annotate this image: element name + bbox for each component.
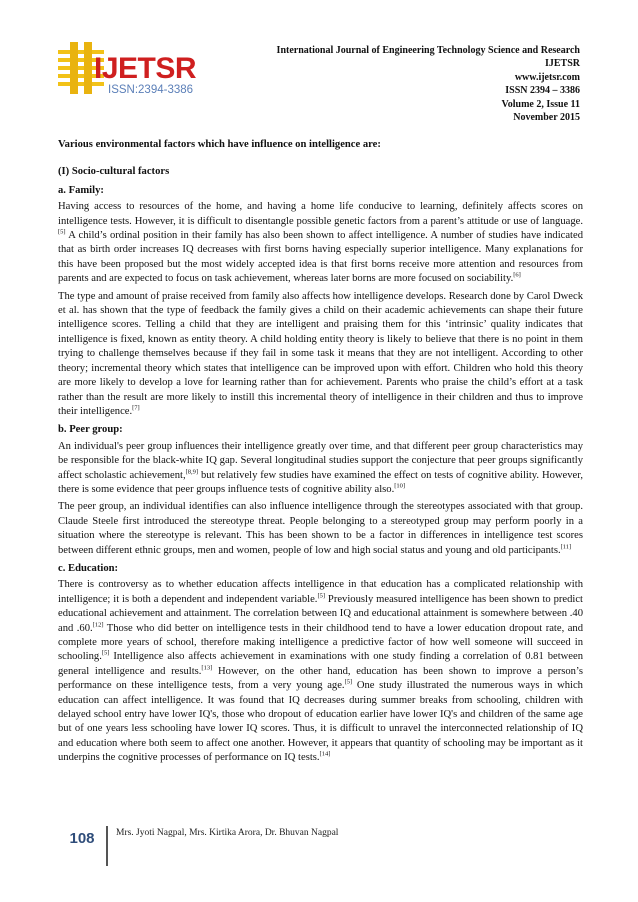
subsection-heading: b. Peer group: [58,424,123,436]
citation-ref[interactable]: [8,9] [185,468,199,475]
logo-graphic [56,40,231,98]
citation-ref[interactable]: [5] [344,678,353,686]
citation-ref[interactable]: [5] [101,649,110,657]
paragraph-text: However, on the other hand, education has been shown to improve a person’s performance on these intelligence tests, from a very young age. [58,665,584,692]
intro-heading: Various environmental factors which have influence on intelligence are: [58,139,381,150]
subsection-heading: a. Family: [58,184,104,196]
citation-ref[interactable]: [5] [317,592,326,600]
journal-logo [56,40,231,98]
page-number: 108 [69,830,95,847]
footer-authors: Mrs. Jyoti Nagpal, Mrs. Kirtika Arora, Dr. Bhuvan Nagpal [116,828,339,838]
paragraph-text: An individual's peer group influences their intelligence greatly over time, and that different peer group characteristics may be responsible for the black-white IQ gap. Several longitudinal studies support the conjecture that peer groups significantly affect scholastic achievement, [58,440,583,481]
journal-issn: ISSN 2394 – 3386 [505,85,580,97]
paragraph-text: Previously measured intelligence has been shown to predict educational achievement and attainment. The correlation between IQ and educational attainment is somewhere between .40 and .60. [58,593,584,634]
citation-ref[interactable]: [11] [560,543,572,551]
journal-website[interactable]: www.ijetsr.com [514,71,580,83]
paragraph [58,200,583,286]
paragraph-text: A child’s ordinal position in their family has also been shown to affect intelligence. A number of studies have indicated that as birth order increases IQ decreases with first borns having especially superior intelligence. Many explanations for this have been proposed but the most widely accepted idea is that first borns receive more attention and resources from parents and are expected to focus on task achievement, whereas later borns are more focused on sociability. [58,230,583,285]
logo-issn: ISSN:2394-3386 [108,84,194,96]
citation-ref[interactable]: [5] [58,228,66,236]
paragraph [58,290,583,420]
page-footer [58,826,583,866]
article-body [58,138,583,769]
subsections [58,184,583,766]
citation-ref[interactable]: [14] [319,750,331,758]
logo-title: IJETSR [94,52,197,85]
journal-header [277,44,580,124]
citation-ref[interactable]: [6] [513,271,521,279]
paragraph-text: but relatively few studies have examined the effect on tests of cognitive ability. However, there is some evidence that peer groups influence tests of cognitive ability also. [58,469,583,495]
citation-ref[interactable]: [7] [132,404,140,412]
subsection-heading: c. Education: [58,562,119,574]
paragraph [58,440,583,498]
paragraph [58,500,583,558]
paragraph-text: Intelligence also affects achievement in examinations with one study finding a correlation of 0.81 between general intelligence and results. [58,651,583,677]
footer-divider [106,826,108,866]
journal-title: International Journal of Engineering Technology Science and Research [276,45,580,56]
paragraph-text: The peer group, an individual identifies can also influence intelligence through the stereotypes associated with that group. Claude Steele first introduced the stereotype threat. People belonging to a stereotyped group may perform poorly in a situation where the stereotype is relevant. This has been shown to be a factor in differences in intelligence test scores between different ethnic groups, men and women, people of low and high social status and young and old participants. [58,501,583,556]
journal-volume: Volume 2, Issue 11 [501,98,580,110]
paragraph-text: One study illustrated the numerous ways in which education can affect intelligence. It was found that IQ decreases during summer breaks from schooling, children with delayed school entry have lower IQ's, those who dropout of education earlier have lower IQ's and children of the same age but of one years less schooling have lower IQ scores. Thus, it is difficult to unravel the interconnected relationship of IQ and education where both seem to affect one another. However, it appears that quantity of schooling may be important as it underpins the cognitive processes of performance on IQ tests. [58,680,583,764]
paragraph-text: The type and amount of praise received from family also affects how intelligence develops. Research done by Carol Dweck et al. has shown that the type of feedback the family gives a child on their academic achievements can shape their future intelligence scores. Telling a child that they are intelligent and praising them for this ‘intrinsic’ quality indicates that intelligence is fixed, known as entity theory. A child holding entity theory is likely to believe that there is no point in them trying to challenge themselves because if they fail in some task it means that they are not intelligent. According to other theory; incremental theory which states that intelligence can be improved upon with effort. Children who hold this theory are more likely to develop a love for learning rather than for achievement. Parents who praise the child’s effort at a task rather than the result are more likely to instill this incremental theory of intelligence in their children and thus to improve their intelligence. [58,290,583,417]
citation-ref[interactable]: [10] [394,482,406,490]
paragraph-text: There is controversy as to whether education affects intelligence in that education has a complicated relationship with intelligence; it is both a dependent and independent variable. [58,579,583,605]
citation-ref[interactable]: [13] [201,664,213,672]
paragraph-text: Having access to resources of the home, and having a home life conducive to learning, definitely affects scores on intelligence tests. However, it is difficult to disentangle possible genetic factors from a parent’s attitude or use of language. [58,201,583,227]
section-heading: (I) Socio-cultural factors [58,166,170,178]
citation-ref[interactable]: [12] [92,621,104,629]
paragraph [58,578,583,765]
journal-abbrev: IJETSR [544,58,580,70]
paragraph-text: Those who did better on intelligence tests in their childhood tend to have a lower education dropout rate, and complete more years of school, therefore making intelligence a predictive factor of how well someone will succeed in schooling. [58,622,583,663]
journal-date: November 2015 [513,112,580,124]
